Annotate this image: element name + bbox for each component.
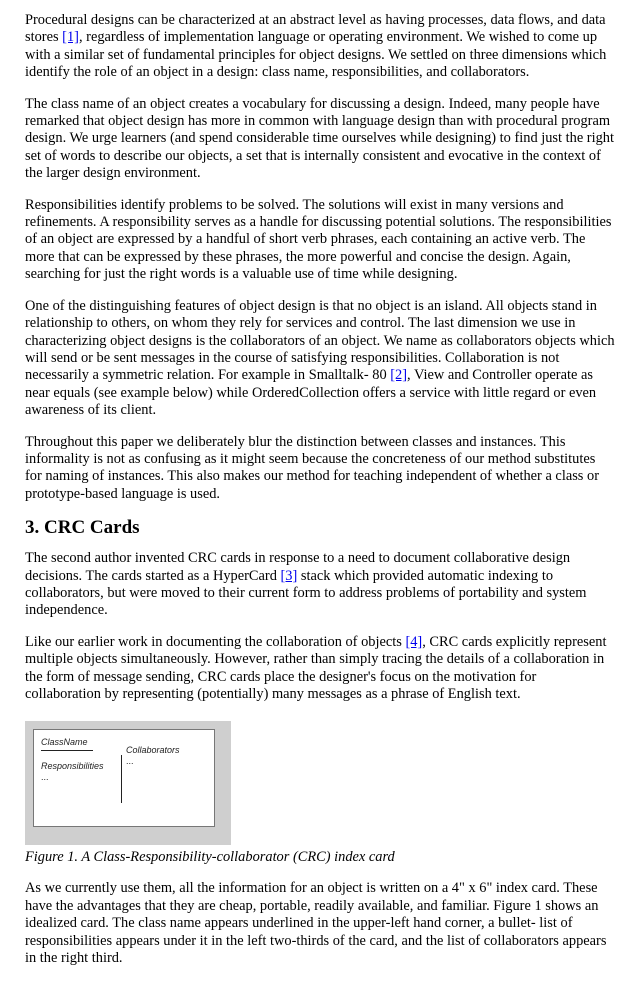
paragraph-responsibilities: Responsibilities identify problems to be solved. The solutions will exist in many versions and refinements. A responsibility serves as a handle for discussing potential solutions. The responsibilities of an object are expressed by a handful of short verb phrases, each containing an active verb. The more that can be expressed by these phrases, the more powerful and concise the design. Again, searching for just the right words is a valuable use of time while designing. (25, 196, 612, 283)
card-divider-line (121, 755, 122, 803)
card-collaborators-label: Collaborators (126, 745, 180, 756)
card-responsibilities-label: Responsibilities (41, 761, 104, 772)
reference-link-1[interactable]: [1] (62, 29, 79, 46)
card-collaborators-ellipsis: ... (126, 756, 134, 767)
paragraph-classes-instances: Throughout this paper we deliberately blur the distinction between classes and instances. This informality is not as confusing as it might seem because the concreteness of our method substitutes for naming of instances. This also makes our method for teaching independent of whether a class or prototype-based language is used. (25, 433, 599, 502)
paragraph-text: One of the distinguishing features of object design is that no object is an island. All objects stand in relationship to others, on whom they rely for services and control. The last dimension we use in characterizing object designs is the collaborators of an object. We name as collaborators objects which will send or be sent messages in the course of satisfying responsibilities. Collaboration is not necessarily a symmetric relation. For example in Smalltalk- 80 (25, 297, 615, 384)
paragraph-text: , CRC cards explicitly represent multiple objects simultaneously. However, rather than simply tracing the details of a collaboration in the form of message sending, CRC cards place the designer's focus on the motivation for collaboration by representing (potentially) many messages as a phrase of English text. (25, 633, 607, 702)
paragraph-class-name: The class name of an object creates a vocabulary for discussing a design. Indeed, many people have remarked that object design has more in common with language design than with procedural program design. We urge learners (and spend considerable time ourselves while designing) to find just the right set of words to describe our objects, a set that is internally consistent and evocative in the context of the larger design environment. (25, 95, 614, 182)
section-heading: 3. CRC Cards (25, 517, 140, 539)
reference-link-4[interactable]: [4] (405, 633, 423, 650)
reference-link-3[interactable]: [3] (280, 567, 298, 584)
reference-link-2[interactable]: [2] (390, 367, 408, 384)
figure-crc-card (25, 721, 231, 845)
paragraph-index-card: As we currently use them, all the information for an object is written on a 4" x 6" index card. These have the advantages that they are cheap, portable, readily available, and familiar. Figure 1 shows an idealized card. The class name appears underlined in the upper-left hand corner, a bullet- list of responsibilities appears under it in the left two-thirds of the card, and the list of collaborators appears in the right third. (25, 880, 607, 967)
paragraph-crc-origin (25, 550, 615, 620)
paragraph-collaborators (25, 298, 615, 420)
paragraph-text: , View and Controller operate as near equals (see example below) while OrderedCollection offers a service with little regard or even awareness of its client. (25, 367, 597, 419)
crc-index-card (33, 729, 215, 827)
paragraph-text: Like our earlier work in documenting the collaboration of objects (25, 633, 406, 650)
paper-page (25, 0, 615, 981)
card-responsibilities-ellipsis: ... (41, 772, 49, 783)
paragraph-text: stack which provided automatic indexing to collaborators, but were moved to their current form to address problems of portability and system independence. (25, 567, 587, 619)
figure-caption: Figure 1. A Class-Responsibility-collaborator (CRC) index card (25, 849, 395, 866)
card-class-name: ClassName (41, 737, 88, 748)
paragraph-text: , regardless of implementation language or operating environment. We wished to come up with a similar set of fundamental principles for object designs. We settled on three dimensions which identify the role of an object in a design: class name, responsibilities, and collaborators. (25, 29, 607, 81)
class-name-underline (41, 750, 93, 751)
paragraph-procedural-designs (25, 12, 615, 82)
paragraph-text: The second author invented CRC cards in response to a need to document collaborative design decisions. The cards started as a HyperCard (25, 550, 571, 584)
paragraph-text: Procedural designs can be characterized at an abstract level as having processes, data flows, and data stores (25, 12, 606, 46)
paragraph-earlier-work (25, 634, 615, 704)
